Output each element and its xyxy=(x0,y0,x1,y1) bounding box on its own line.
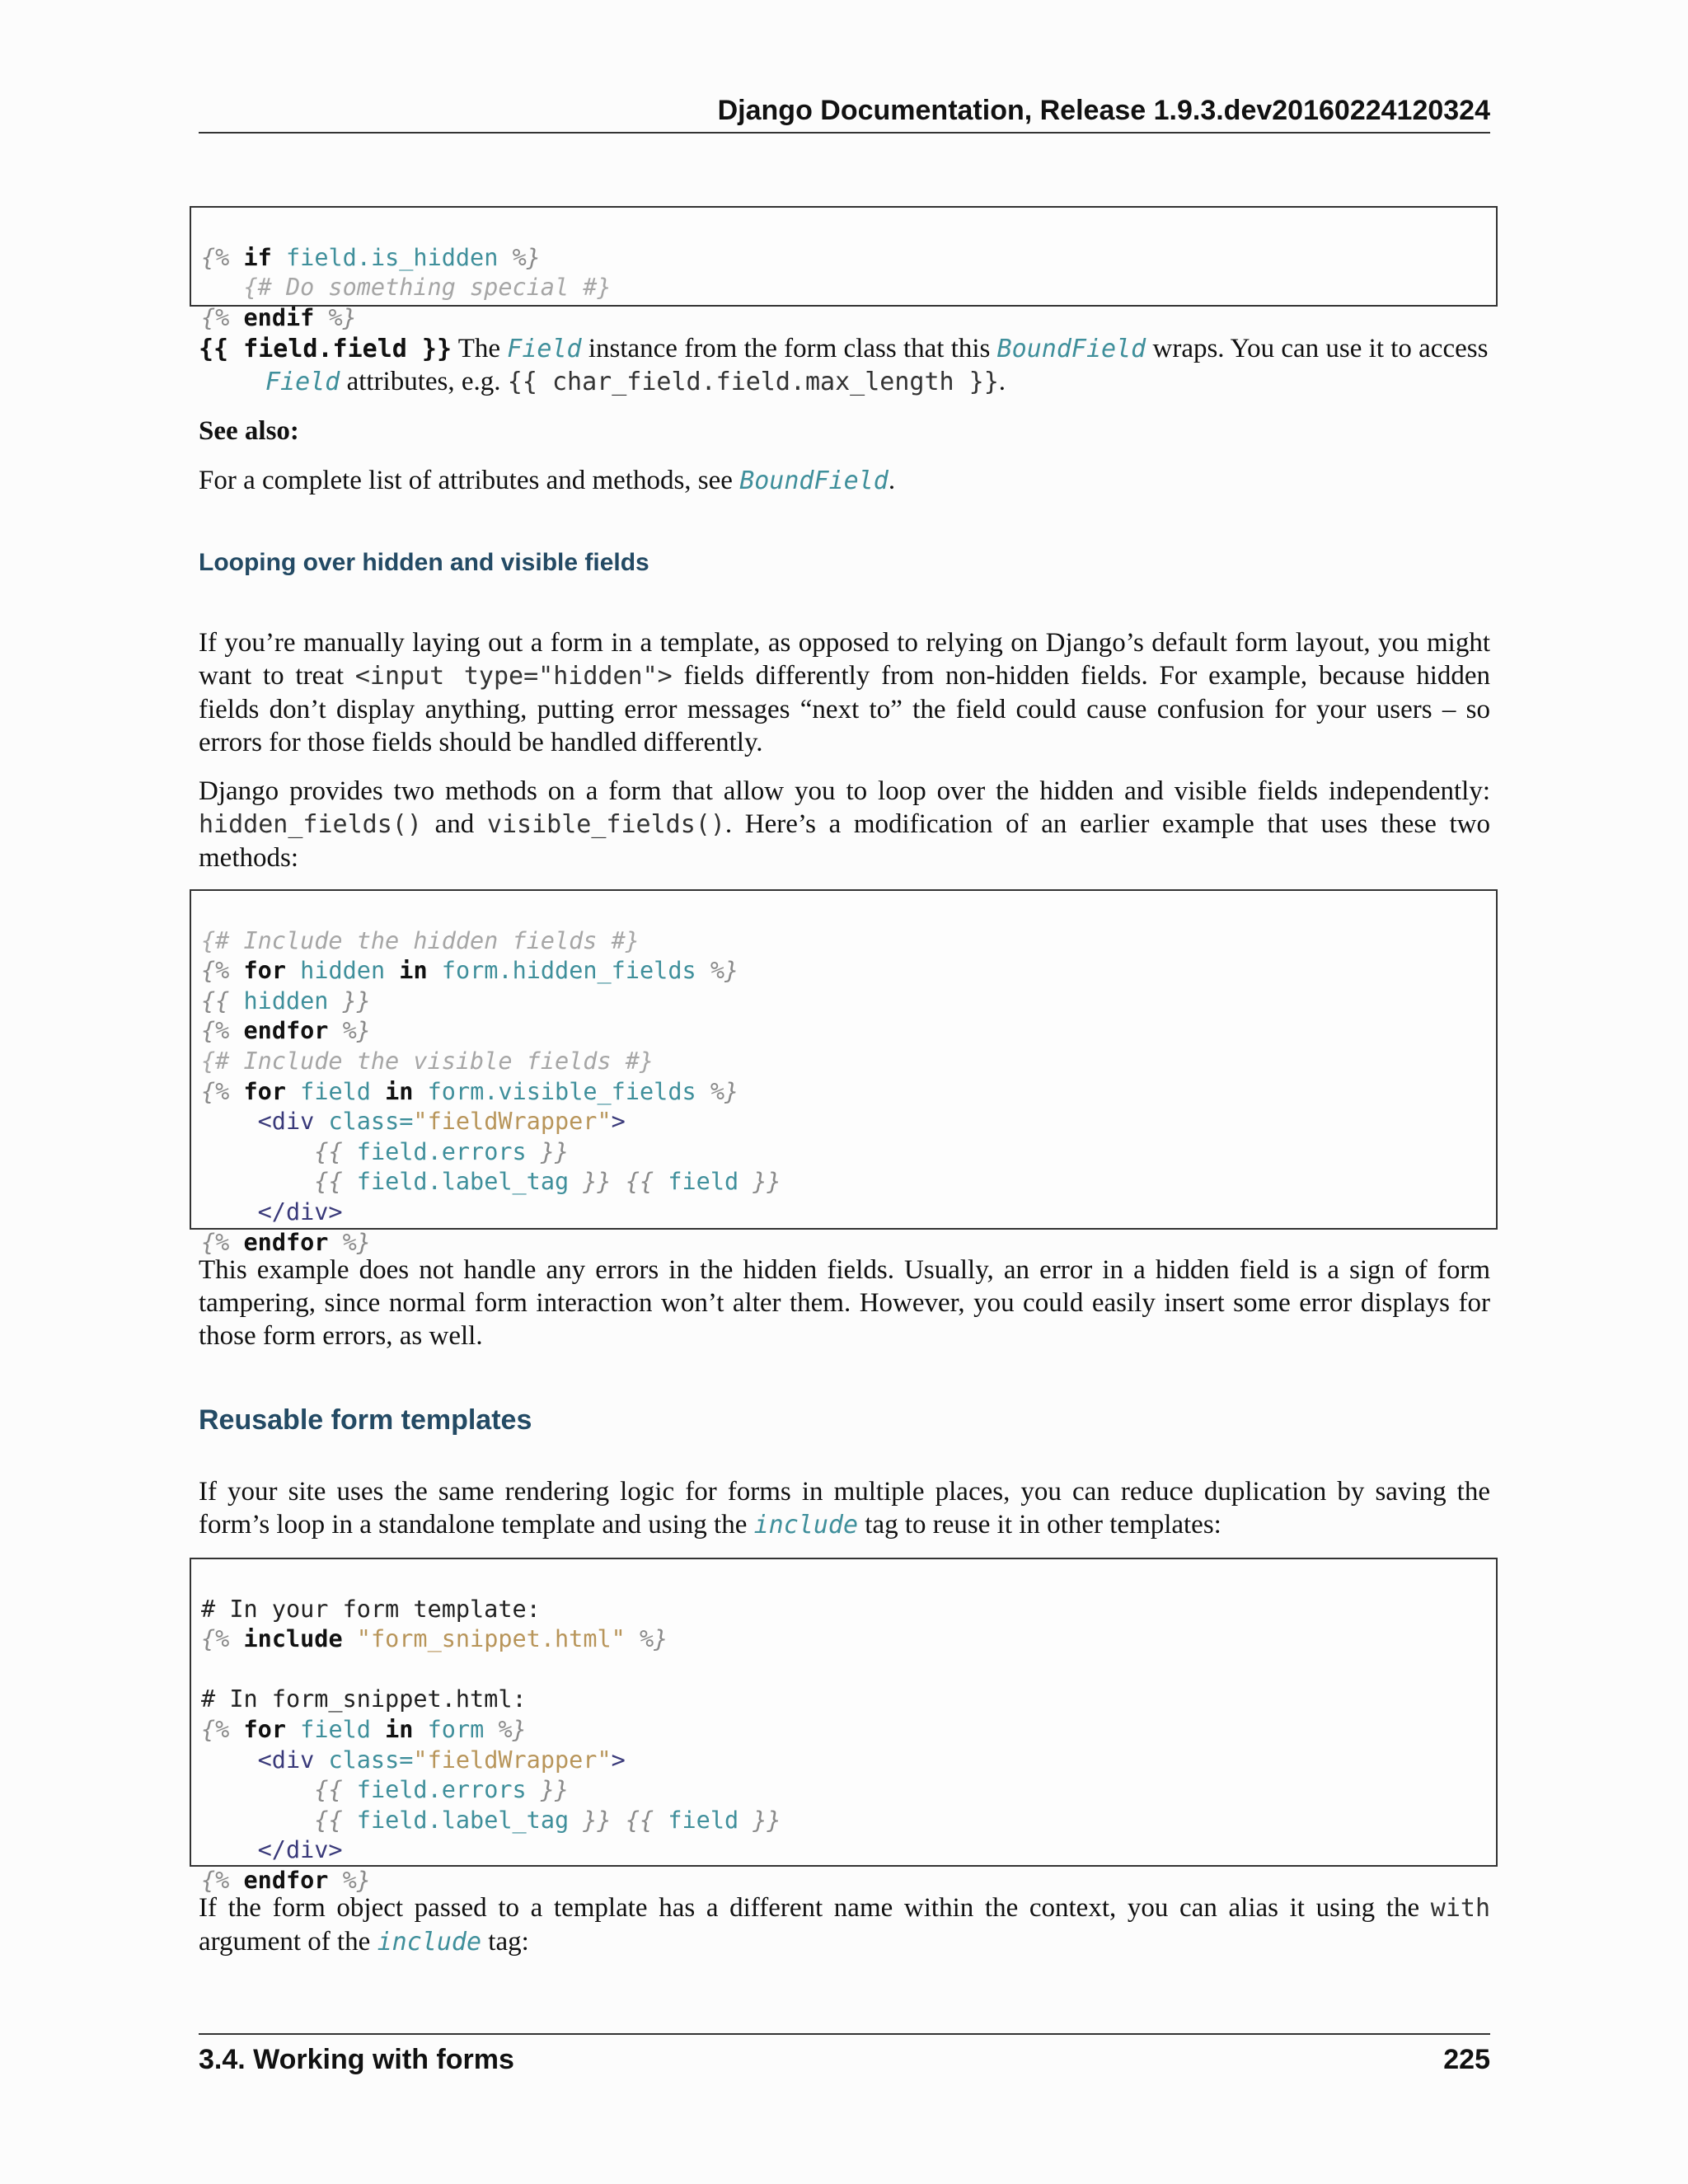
html-tag: <div xyxy=(257,1746,315,1774)
text: For a complete list of attributes and methods, see xyxy=(199,466,733,495)
seealso-label: See also: xyxy=(199,416,299,446)
html-attr: class= xyxy=(328,1746,414,1774)
var-open: {{ xyxy=(314,1137,343,1165)
tag-close: %} xyxy=(639,1625,668,1653)
page-header xyxy=(199,91,1490,134)
definition-field-field xyxy=(199,332,1490,366)
heading-looping: Looping over hidden and visible fields xyxy=(199,549,649,576)
code-comment: # In form_snippet.html: xyxy=(201,1685,527,1713)
keyword-for: for xyxy=(243,1077,286,1105)
html-tag: <div xyxy=(257,1108,315,1136)
inline-code: hidden_fields() xyxy=(199,810,422,839)
code-block-if-hidden xyxy=(190,206,1498,331)
variable: field.label_tag xyxy=(356,1168,570,1196)
paragraph-hidden-errors: This example does not handle any errors in the hidden fields. Usually, an error in a hidden field is a sign of form tampering, since normal form interaction won’t alter them. However, you could easily insert some error displays for those form errors, as well. xyxy=(199,1255,1490,1351)
text: and xyxy=(434,809,475,839)
tag-close: %} xyxy=(342,1017,371,1045)
inline-code: visible_fields() xyxy=(486,810,725,839)
var-open: {{ xyxy=(314,1168,343,1196)
html-attr: class= xyxy=(328,1108,414,1136)
code-block-include xyxy=(190,1558,1498,1894)
tag-open: {% xyxy=(201,1228,230,1256)
variable: form.hidden_fields xyxy=(441,957,696,985)
tag-open: {% xyxy=(201,1077,230,1105)
variable: field.errors xyxy=(356,1776,527,1804)
html-tag: </div> xyxy=(257,1836,343,1864)
tag-close: %} xyxy=(512,243,541,271)
text: . Here’s a modification of an earlier example that uses these two methods: xyxy=(199,809,1490,873)
inline-code: {{ char_field.field.max_length }} xyxy=(507,368,999,396)
tag-open: {% xyxy=(201,1866,230,1894)
string: "form_snippet.html" xyxy=(356,1625,626,1653)
variable: hidden xyxy=(243,987,329,1015)
string: "fieldWrapper" xyxy=(413,1746,612,1774)
tag-open: {% xyxy=(201,1017,230,1045)
keyword-in: in xyxy=(385,1077,414,1105)
text: . xyxy=(888,466,896,495)
text: . xyxy=(998,367,1006,396)
var-close: }} xyxy=(583,1168,612,1196)
inline-code: with xyxy=(1430,1894,1491,1923)
document-title: Django Documentation, Release 1.9.3.dev20160224120324 xyxy=(717,95,1490,126)
tag-open: {% xyxy=(201,957,230,985)
variable: field xyxy=(668,1168,739,1196)
variable: field.label_tag xyxy=(356,1806,570,1834)
text: If your site uses the same rendering logic for forms in multiple places, you can reduce duplication by saving the form’s loop in a standalone template and using the xyxy=(199,1477,1490,1540)
paragraph-looping-methods xyxy=(199,775,1490,874)
link-field[interactable]: Field xyxy=(265,368,340,396)
link-boundfield[interactable]: BoundField xyxy=(996,335,1146,363)
text: If you’re manually laying out a form in a template, as opposed to relying on Django’s default form layout, you might want to treat xyxy=(199,628,1490,691)
var-open: {{ xyxy=(314,1776,343,1804)
definition-field-field-cont xyxy=(265,365,1490,399)
variable: field.errors xyxy=(356,1137,527,1165)
keyword-for: for xyxy=(243,1715,286,1743)
var-open: {{ xyxy=(625,1168,654,1196)
link-boundfield[interactable]: BoundField xyxy=(739,466,889,495)
tag-close: %} xyxy=(342,1228,371,1256)
var-close: }} xyxy=(753,1806,781,1834)
var-close: }} xyxy=(753,1168,781,1196)
tag-close: %} xyxy=(710,957,739,985)
keyword-endfor: endfor xyxy=(243,1228,329,1256)
variable: field xyxy=(668,1806,739,1834)
seealso-text xyxy=(199,464,1490,498)
tag-open: {% xyxy=(201,1625,230,1653)
tag-open: {% xyxy=(201,1715,230,1743)
code-comment: {# Include the visible fields #} xyxy=(201,1047,654,1075)
code-comment: # In your form template: xyxy=(201,1595,541,1623)
text: wraps. You can use it to access xyxy=(1152,334,1489,363)
html-tag: > xyxy=(611,1108,626,1136)
page-footer xyxy=(199,2033,1490,2078)
text: instance from the form class that this xyxy=(588,334,991,363)
link-include[interactable]: include xyxy=(377,1928,482,1957)
variable: form xyxy=(427,1715,485,1743)
var-open: {{ xyxy=(625,1806,654,1834)
paragraph-reusable-intro xyxy=(199,1475,1490,1542)
var-close: }} xyxy=(540,1137,570,1165)
text: attributes, e.g. xyxy=(346,367,501,396)
text: argument of the xyxy=(199,1927,371,1957)
variable: field.is_hidden xyxy=(286,243,499,271)
text: Django provides two methods on a form that allow you to loop over the hidden and visible fields independently: xyxy=(199,776,1490,806)
paragraph-looping-intro xyxy=(199,626,1490,759)
tag-open: {% xyxy=(201,303,230,331)
variable: form.visible_fields xyxy=(427,1077,696,1105)
text: If the form object passed to a template has a different name within the context, you can alias it using the xyxy=(199,1893,1420,1923)
string: "fieldWrapper" xyxy=(413,1108,612,1136)
tag-close: %} xyxy=(498,1715,527,1743)
tag-close: %} xyxy=(710,1077,739,1105)
keyword-in: in xyxy=(385,1715,414,1743)
link-include[interactable]: include xyxy=(753,1511,859,1540)
code-block-hidden-visible xyxy=(190,889,1498,1256)
definition-term: {{ field.field }} xyxy=(199,335,452,363)
text: tag to reuse it in other templates: xyxy=(865,1510,1221,1540)
heading-reusable: Reusable form templates xyxy=(199,1404,532,1436)
code-comment: {# Include the hidden fields #} xyxy=(201,926,640,954)
keyword-in: in xyxy=(399,957,428,985)
page-number: 225 xyxy=(1443,2044,1490,2075)
footer-section: 3.4. Working with forms xyxy=(199,2044,514,2075)
paragraph-alias-with xyxy=(199,1891,1490,1959)
text: The xyxy=(457,334,501,363)
var-close: }} xyxy=(342,987,371,1015)
var-open: {{ xyxy=(314,1806,343,1834)
html-tag: > xyxy=(611,1746,626,1774)
variable: field xyxy=(300,1715,371,1743)
var-close: }} xyxy=(540,1776,570,1804)
html-tag: </div> xyxy=(257,1197,343,1226)
keyword-endfor: endfor xyxy=(243,1017,329,1045)
text: tag: xyxy=(488,1927,529,1957)
code-comment: {# Do something special #} xyxy=(243,274,612,302)
keyword-endif: endif xyxy=(243,303,315,331)
link-field[interactable]: Field xyxy=(507,335,582,363)
variable: field xyxy=(300,1077,371,1105)
tag-close: %} xyxy=(328,303,357,331)
var-close: }} xyxy=(583,1806,612,1834)
tag-open: {% xyxy=(201,243,230,271)
keyword-endfor: endfor xyxy=(243,1866,329,1894)
text: fields differently from non-hidden fields. For example, because hidden fields don’t display anything, putting error messages “next to” the field could cause confusion for your users – so errors for those fields should be handled differently. xyxy=(199,661,1491,757)
keyword-for: for xyxy=(243,957,286,985)
inline-code: <input type="hidden"> xyxy=(354,662,673,691)
tag-close: %} xyxy=(342,1866,371,1894)
variable: hidden xyxy=(300,957,386,985)
var-open: {{ xyxy=(201,987,230,1015)
keyword-if: if xyxy=(243,243,272,271)
keyword-include: include xyxy=(243,1625,343,1653)
